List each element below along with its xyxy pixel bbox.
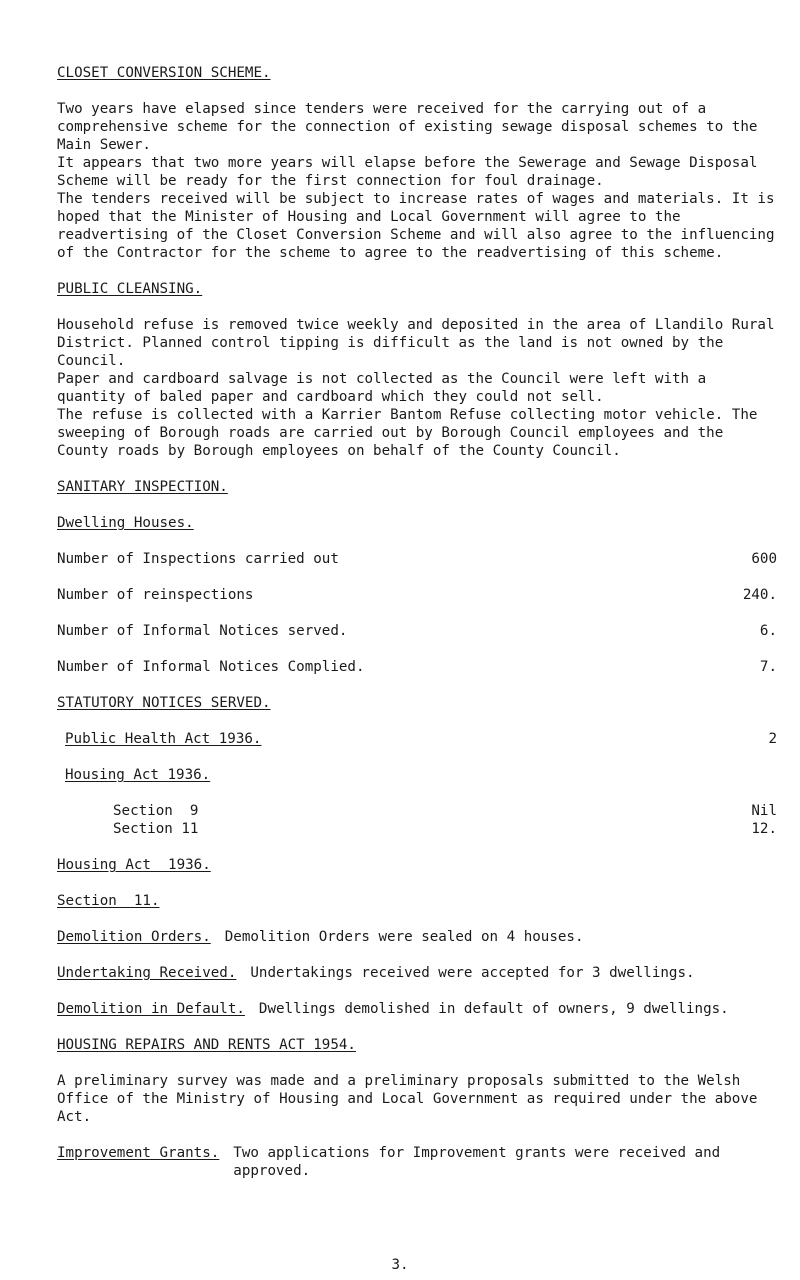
improvement-label: Improvement Grants. xyxy=(57,1145,220,1161)
public-cleansing-paragraph: Household refuse is removed twice weekly and deposited in the area of Llandilo Rural District. Planned control tipping is difficult as the land is not owned by the Council. Paper and cardboard salvage is not collected as the Council were left with a quantity of baled paper and cardboard which they could not sell. The refuse is collected with a Karrier Bantom Refuse collecting motor vehicle. The sweeping of Borough roads are carried out by Borough Council employees and the County roads by Borough employees on behalf of the County Council. xyxy=(57,317,775,459)
page-number: 3. xyxy=(391,1257,409,1273)
section-heading-sanitary-inspection: SANITARY INSPECTION. xyxy=(57,479,228,495)
section-heading-statutory-notices: STATUTORY NOTICES SERVED. xyxy=(57,695,271,711)
public-health-row xyxy=(57,730,777,748)
order-label: Demolition Orders. xyxy=(57,929,211,945)
inspection-value: 600 xyxy=(751,551,777,567)
inspection-label: Number of Inspections carried out xyxy=(57,551,339,567)
section-label: Section 9 xyxy=(113,803,199,819)
order-item xyxy=(57,1000,777,1018)
inspection-row xyxy=(57,622,777,640)
inspection-value: 240. xyxy=(742,587,777,603)
housing-act-heading-2: Housing Act 1936. xyxy=(57,857,211,873)
housing-act-heading: Housing Act 1936. xyxy=(65,767,211,783)
public-health-label: Public Health Act 1936. xyxy=(65,731,262,747)
order-text: Undertakings received were accepted for 3 dwellings. xyxy=(250,965,695,981)
section-label: Section 11 xyxy=(113,821,199,837)
closet-conversion-paragraph: Two years have elapsed since tenders were received for the carrying out of a comprehensive scheme for the connection of existing sewage disposal schemes to the Main Sewer. It appears that two more years will elapse before the Sewerage and Sewage Disposal Scheme will be ready for the first connection for foul drainage. The tenders received will be subject to increase rates of wages and materials. It is hoped that the Minister of Housing and Local Government will agree to the readvertising of the Closet Conversion Scheme and will also agree to the influencing of the Contractor for the scheme to agree to the readvertising of this scheme. xyxy=(57,101,775,261)
order-text: Dwellings demolished in default of owners, 9 dwellings. xyxy=(258,1001,729,1017)
inspection-row xyxy=(57,586,777,604)
inspection-label: Number of Informal Notices Complied. xyxy=(57,659,365,675)
inspection-row xyxy=(57,550,777,568)
document-page xyxy=(57,64,777,1180)
housing-repairs-paragraph: A preliminary survey was made and a preliminary proposals submitted to the Welsh Office of the Ministry of Housing and Local Government as required under the above Act. xyxy=(57,1073,758,1125)
section-value: 12. xyxy=(751,821,777,837)
section-row xyxy=(57,802,777,820)
order-text: Demolition Orders were sealed on 4 houses. xyxy=(224,929,584,945)
order-item xyxy=(57,928,777,946)
order-label: Demolition in Default. xyxy=(57,1001,245,1017)
public-health-value: 2 xyxy=(768,731,777,747)
inspection-label: Number of Informal Notices served. xyxy=(57,623,348,639)
section-heading-closet-conversion: CLOSET CONVERSION SCHEME. xyxy=(57,65,271,81)
section-value: Nil xyxy=(751,803,777,819)
improvement-text: Two applications for Improvement grants were received and approved. xyxy=(233,1145,721,1179)
section-heading-housing-repairs: HOUSING REPAIRS AND RENTS ACT 1954. xyxy=(57,1037,356,1053)
inspection-label: Number of reinspections xyxy=(57,587,254,603)
inspection-row xyxy=(57,658,777,676)
section-row xyxy=(57,820,777,838)
section-11-heading: Section 11. xyxy=(57,893,160,909)
subheading-dwelling-houses: Dwelling Houses. xyxy=(57,515,194,531)
section-heading-public-cleansing: PUBLIC CLEANSING. xyxy=(57,281,203,297)
order-item xyxy=(57,964,777,982)
inspection-value: 7. xyxy=(759,659,777,675)
improvement-grants-item xyxy=(57,1144,777,1180)
inspection-value: 6. xyxy=(759,623,777,639)
order-label: Undertaking Received. xyxy=(57,965,237,981)
